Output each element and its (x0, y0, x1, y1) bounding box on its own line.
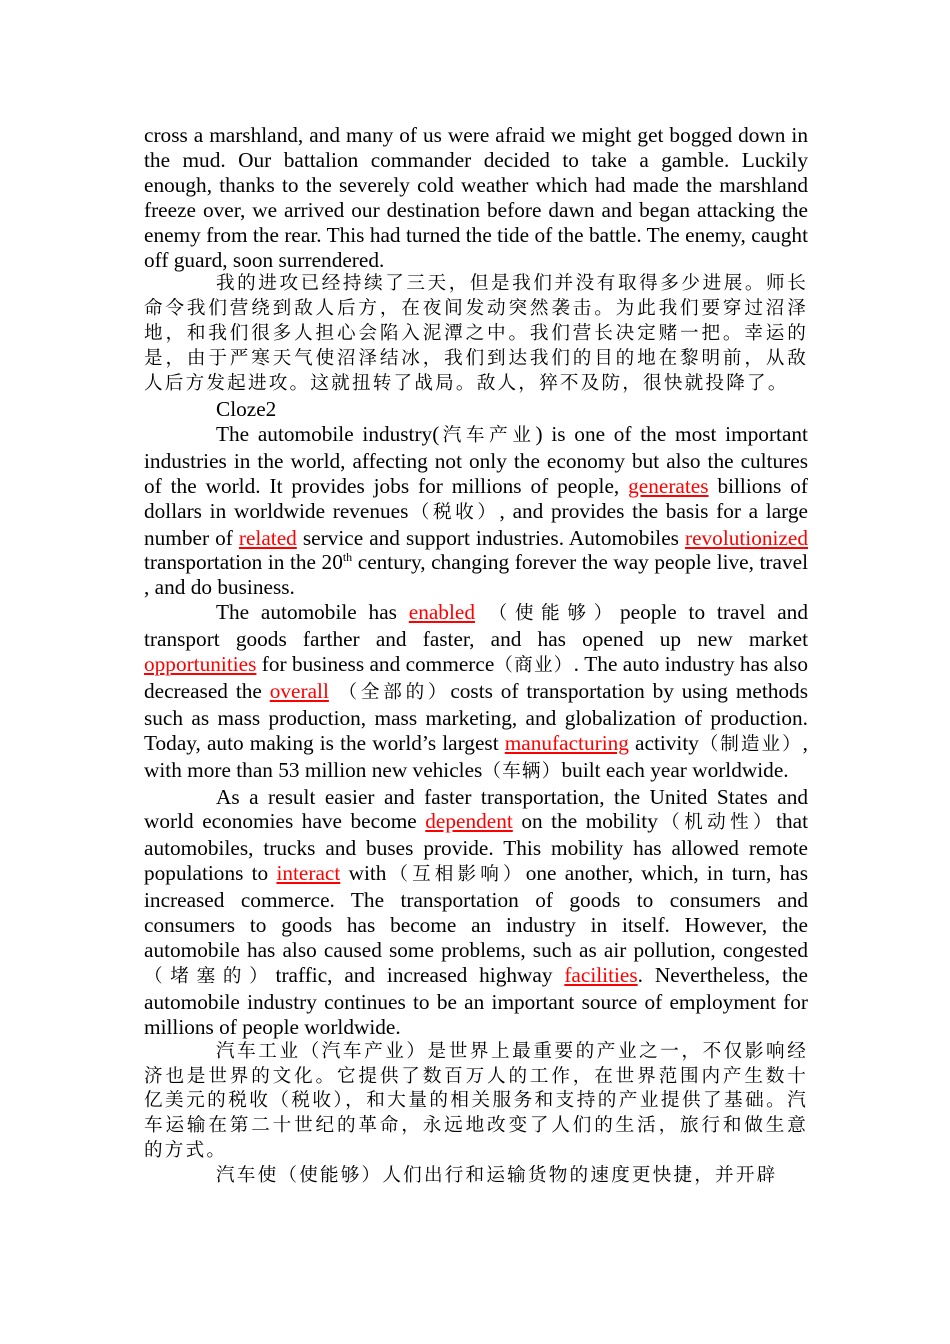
text-run: . The auto industry has also decreased the (144, 652, 808, 703)
text-run: billions of dollars in worldwide revenues (144, 473, 808, 523)
chinese-gloss: （制造业） (698, 733, 803, 755)
text-run: on the mobility (512, 809, 658, 834)
chinese-gloss: 汽车产业 (439, 424, 536, 446)
text-run: The automobile has (216, 600, 409, 625)
text-run: transportation in the 20 (144, 550, 343, 575)
text-run: . Nevertheless, the automobile industry continues to be an important source of employment for millions of people worldwide. (144, 962, 808, 1039)
superscript: th (342, 550, 353, 565)
chinese-gloss: （车辆） (482, 760, 562, 782)
cloze-title: Cloze2 (216, 396, 277, 421)
chinese-gloss: （全部的） (328, 681, 451, 703)
text-run: one another, which, in turn, has increased commerce. The transportation of goods to consumers and consumers to goods has become an industry in itself. However, the automobile has also caused some problems, such as air pollution, congested (144, 861, 808, 962)
text-run: for business and commerce (256, 652, 495, 677)
answer-word: interact (276, 861, 341, 886)
text-run: service and support industries. Automobiles (296, 525, 685, 550)
answer-word: dependent (425, 809, 513, 834)
answer-word: facilities (564, 962, 638, 987)
text-run: built each year worldwide. (561, 757, 789, 782)
english-paragraph-battle: cross a marshland, and many of us were afraid we might get bogged down in the mud. Our battalion commander decided to take a gamble. Luckily enough, thanks to the severely cold weather which had made the marshland freeze over, we arrived our destination before dawn and began attacking the enemy from the rear. This had turned the tide of the battle. The enemy, caught off guard, soon surrendered. (144, 123, 808, 272)
text-run: activity (628, 730, 699, 755)
answer-word: opportunities (144, 652, 257, 677)
chinese-gloss: （堵塞的） (144, 965, 276, 987)
answer-word: revolutionized (684, 525, 808, 550)
text-run: , with more than 53 million new vehicles (144, 730, 808, 782)
answer-word: manufacturing (504, 730, 629, 755)
chinese-gloss: （使能够） (474, 603, 620, 625)
text-run: ) is one of the most important industries in the world, affecting not only the economy but also the cultures of the world. It provides jobs for millions of people, (144, 421, 808, 498)
chinese-translation-paragraph-1: 汽车工业（汽车产业）是世界上最重要的产业之一，不仅影响经济也是世界的文化。它提供了数百万人的工作，在世界范围内产生数十亿美元的税收（税收），和大量的相关服务和支持的产业提供了基础。汽车运输在第二十世纪的革命，永远地改变了人们的生活，旅行和做生意的方式。 (144, 1040, 808, 1162)
chinese-gloss: （互相影响） (386, 864, 526, 886)
text-run: The automobile industry( (216, 421, 440, 446)
text-run: , and provides the basis for a large number of (144, 498, 808, 550)
document-page (144, 123, 808, 1189)
chinese-gloss: （税收） (408, 501, 500, 523)
text-run: traffic, and increased highway (275, 962, 565, 987)
chinese-translation-battle: 我的进攻已经持续了三天，但是我们并没有取得多少进展。师长命令我们营绕到敌人后方，在夜间发动突然袭击。为此我们要穿过沼泽地，和我们很多人担心会陷入泥潭之中。我们营长决定赌一把。幸运的是，由于严寒天气使沼泽结冰，我们到达我们的目的地在黎明前，从敌人后方发起进攻。这就扭转了战局。敌人，猝不及防，很快就投降了。 (144, 273, 808, 395)
answer-word: overall (269, 678, 329, 703)
text-run: century, changing forever the way people live, travel , and do business. (144, 550, 808, 600)
answer-word: enabled (408, 600, 475, 625)
cloze-paragraph-1 (144, 422, 808, 600)
chinese-gloss: （商业） (494, 655, 574, 677)
chinese-translation-paragraph-2: 汽车使（使能够）人们出行和运输货物的速度更快捷，并开辟 (216, 1165, 778, 1187)
text-run: people to travel and transport goods farther and faster, and has opened up new market (144, 600, 808, 652)
text-run: with (340, 861, 387, 886)
answer-word: generates (628, 473, 709, 498)
text-run: costs of transportation by using methods such as mass production, mass marketing, and globalization of production. Today, auto making is the world’s largest (144, 678, 808, 755)
cloze-paragraph-2 (144, 600, 808, 784)
text-run: that automobiles, trucks and buses provide. This mobility has allowed remote populations to (144, 809, 808, 886)
answer-word: related (238, 525, 297, 550)
chinese-gloss: （机动性） (657, 812, 777, 834)
text-run: As a result easier and faster transportation, the United States and world economies have become (144, 784, 808, 834)
cloze-paragraph-3 (144, 785, 808, 1040)
